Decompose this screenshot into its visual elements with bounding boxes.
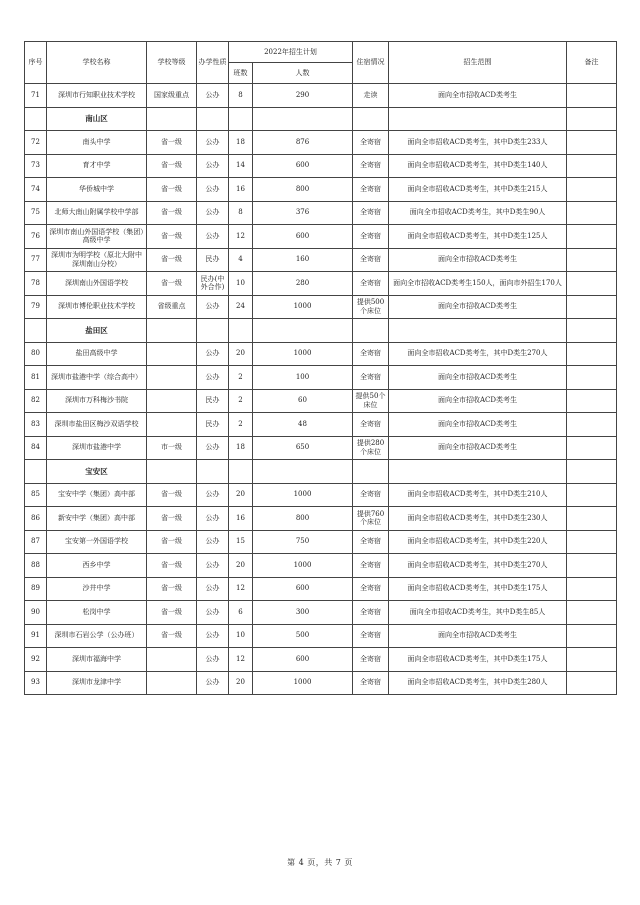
cell-level: 省一级 [147, 131, 197, 155]
header-school-name: 学校名称 [47, 42, 147, 84]
cell-type: 公办 [197, 624, 229, 648]
cell-classes: 18 [229, 436, 253, 460]
cell-level [147, 389, 197, 413]
table-row [25, 154, 617, 178]
cell-type: 公办 [197, 84, 229, 108]
header-people: 人数 [253, 63, 353, 84]
header-school-type: 办学性质 [197, 42, 229, 84]
cell-remark [567, 366, 617, 390]
header-remark: 备注 [567, 42, 617, 84]
cell-level: 省一级 [147, 248, 197, 272]
cell-scope [389, 319, 567, 343]
cell-seq: 92 [25, 648, 47, 672]
cell-scope: 面向全市招收ACD类考生，其中D类生233人 [389, 131, 567, 155]
cell-seq: 85 [25, 483, 47, 507]
cell-housing: 全寄宿 [353, 342, 389, 366]
cell-level [147, 460, 197, 484]
cell-people: 290 [253, 84, 353, 108]
cell-type [197, 107, 229, 131]
cell-name: 深圳市万科梅沙书院 [47, 389, 147, 413]
cell-remark [567, 342, 617, 366]
enrollment-plan-document [24, 41, 616, 695]
cell-seq: 75 [25, 201, 47, 225]
cell-housing [353, 107, 389, 131]
cell-scope: 面向全市招收ACD类考生，其中D类生85人 [389, 601, 567, 625]
table-row [25, 530, 617, 554]
cell-type: 公办 [197, 671, 229, 695]
table-row [25, 272, 617, 296]
cell-scope: 面向全市招收ACD类考生，其中D类生220人 [389, 530, 567, 554]
cell-housing: 全寄宿 [353, 201, 389, 225]
cell-type: 公办 [197, 507, 229, 531]
cell-type: 公办 [197, 436, 229, 460]
cell-housing [353, 460, 389, 484]
table-row [25, 413, 617, 437]
cell-seq: 74 [25, 178, 47, 202]
cell-level: 省级重点 [147, 295, 197, 319]
cell-housing: 全寄宿 [353, 248, 389, 272]
cell-level [147, 671, 197, 695]
cell-people: 500 [253, 624, 353, 648]
cell-classes: 16 [229, 178, 253, 202]
cell-level [147, 107, 197, 131]
table-row [25, 178, 617, 202]
cell-name: 深圳市行知职业技术学校 [47, 84, 147, 108]
cell-remark [567, 225, 617, 249]
cell-scope: 面向全市招收ACD类考生，其中D类生210人 [389, 483, 567, 507]
cell-housing: 提供500个床位 [353, 295, 389, 319]
cell-classes: 2 [229, 413, 253, 437]
header-seq: 序号 [25, 42, 47, 84]
cell-remark [567, 295, 617, 319]
cell-seq [25, 319, 47, 343]
cell-seq: 84 [25, 436, 47, 460]
cell-name: 华侨城中学 [47, 178, 147, 202]
cell-classes: 10 [229, 272, 253, 296]
district-row [25, 107, 617, 131]
cell-remark [567, 648, 617, 672]
cell-seq: 87 [25, 530, 47, 554]
cell-classes: 18 [229, 131, 253, 155]
cell-remark [567, 319, 617, 343]
cell-scope: 面向全市招收ACD类考生，其中D类生90人 [389, 201, 567, 225]
cell-people [253, 460, 353, 484]
cell-housing: 全寄宿 [353, 413, 389, 437]
cell-remark [567, 436, 617, 460]
table-row [25, 436, 617, 460]
cell-people: 750 [253, 530, 353, 554]
cell-people: 1000 [253, 295, 353, 319]
cell-scope: 面向全市招收ACD类考生 [389, 624, 567, 648]
cell-remark [567, 554, 617, 578]
table-row [25, 225, 617, 249]
cell-remark [567, 483, 617, 507]
cell-people: 1000 [253, 554, 353, 578]
cell-name: 深圳市为明学校（原北大附中深圳南山分校） [47, 248, 147, 272]
cell-seq: 76 [25, 225, 47, 249]
cell-seq: 82 [25, 389, 47, 413]
cell-remark [567, 178, 617, 202]
cell-level: 省一级 [147, 154, 197, 178]
cell-type: 公办 [197, 554, 229, 578]
cell-scope: 面向全市招收ACD类考生 [389, 248, 567, 272]
cell-housing: 提供50个床位 [353, 389, 389, 413]
cell-type: 公办 [197, 154, 229, 178]
cell-people: 1000 [253, 342, 353, 366]
cell-name: 松岗中学 [47, 601, 147, 625]
cell-housing: 全寄宿 [353, 131, 389, 155]
cell-scope: 面向全市招收ACD类考生 [389, 436, 567, 460]
table-row [25, 648, 617, 672]
cell-type: 公办 [197, 178, 229, 202]
cell-people: 60 [253, 389, 353, 413]
cell-seq: 77 [25, 248, 47, 272]
cell-level [147, 366, 197, 390]
cell-seq: 78 [25, 272, 47, 296]
cell-name: 盐田高级中学 [47, 342, 147, 366]
table-row [25, 601, 617, 625]
cell-remark [567, 624, 617, 648]
cell-remark [567, 84, 617, 108]
district-name: 宝安区 [47, 460, 147, 484]
cell-seq: 86 [25, 507, 47, 531]
cell-seq: 71 [25, 84, 47, 108]
cell-classes: 24 [229, 295, 253, 319]
cell-classes: 20 [229, 483, 253, 507]
cell-remark [567, 413, 617, 437]
cell-seq [25, 460, 47, 484]
cell-type: 民办 [197, 389, 229, 413]
cell-name: 深圳市龙津中学 [47, 671, 147, 695]
cell-scope: 面向全市招收ACD类考生 [389, 413, 567, 437]
cell-seq: 90 [25, 601, 47, 625]
cell-seq: 73 [25, 154, 47, 178]
cell-remark [567, 460, 617, 484]
cell-classes: 10 [229, 624, 253, 648]
cell-seq: 91 [25, 624, 47, 648]
cell-scope: 面向全市招收ACD类考生 [389, 366, 567, 390]
cell-type: 公办 [197, 225, 229, 249]
cell-name: 深圳市南山外国语学校（集团）高级中学 [47, 225, 147, 249]
cell-housing: 全寄宿 [353, 554, 389, 578]
cell-type: 民办(中外合作) [197, 272, 229, 296]
cell-scope: 面向全市招收ACD类考生，其中D类生270人 [389, 554, 567, 578]
cell-seq: 83 [25, 413, 47, 437]
cell-remark [567, 601, 617, 625]
table-row [25, 131, 617, 155]
cell-people: 48 [253, 413, 353, 437]
cell-classes: 12 [229, 225, 253, 249]
cell-level: 市一级 [147, 436, 197, 460]
cell-classes [229, 107, 253, 131]
cell-name: 深圳市盐港中学 [47, 436, 147, 460]
cell-housing: 全寄宿 [353, 671, 389, 695]
cell-housing: 全寄宿 [353, 225, 389, 249]
cell-classes: 8 [229, 84, 253, 108]
cell-classes: 15 [229, 530, 253, 554]
cell-remark [567, 131, 617, 155]
cell-level: 省一级 [147, 530, 197, 554]
cell-name: 深圳南山外国语学校 [47, 272, 147, 296]
cell-level [147, 342, 197, 366]
cell-type [197, 319, 229, 343]
cell-name: 深圳市石岩公学（公办班） [47, 624, 147, 648]
header-scope: 招生范围 [389, 42, 567, 84]
table-row [25, 624, 617, 648]
cell-level: 省一级 [147, 577, 197, 601]
cell-housing: 全寄宿 [353, 483, 389, 507]
cell-name: 深圳市盐港中学（综合高中） [47, 366, 147, 390]
cell-level [147, 648, 197, 672]
cell-seq [25, 107, 47, 131]
cell-people: 800 [253, 507, 353, 531]
cell-type: 公办 [197, 201, 229, 225]
table-row [25, 295, 617, 319]
district-name: 盐田区 [47, 319, 147, 343]
cell-classes: 2 [229, 366, 253, 390]
cell-scope: 面向全市招收ACD类考生150人，面向市外招生170人 [389, 272, 567, 296]
cell-scope: 面向全市招收ACD类考生 [389, 389, 567, 413]
header-enrollment-plan: 2022年招生计划 [229, 42, 353, 63]
cell-people: 600 [253, 225, 353, 249]
cell-name: 南头中学 [47, 131, 147, 155]
cell-level: 国家级重点 [147, 84, 197, 108]
cell-type: 民办 [197, 248, 229, 272]
cell-classes: 14 [229, 154, 253, 178]
cell-scope: 面向全市招收ACD类考生，其中D类生175人 [389, 577, 567, 601]
cell-people: 876 [253, 131, 353, 155]
cell-remark [567, 154, 617, 178]
cell-classes: 20 [229, 554, 253, 578]
cell-name: 宝安第一外国语学校 [47, 530, 147, 554]
cell-scope: 面向全市招收ACD类考生，其中D类生270人 [389, 342, 567, 366]
cell-name: 深圳市博伦职业技术学校 [47, 295, 147, 319]
page-footer: 第 4 页，共 7 页 [287, 858, 353, 867]
cell-type: 公办 [197, 601, 229, 625]
table-header [25, 42, 617, 84]
cell-classes: 8 [229, 201, 253, 225]
cell-people: 376 [253, 201, 353, 225]
table-row [25, 389, 617, 413]
cell-type: 公办 [197, 366, 229, 390]
cell-housing: 全寄宿 [353, 178, 389, 202]
table-row [25, 577, 617, 601]
header-classes: 班数 [229, 63, 253, 84]
cell-housing: 提供280个床位 [353, 436, 389, 460]
district-name: 南山区 [47, 107, 147, 131]
cell-classes: 20 [229, 342, 253, 366]
cell-seq: 93 [25, 671, 47, 695]
cell-name: 宝安中学（集团）高中部 [47, 483, 147, 507]
cell-people [253, 319, 353, 343]
cell-people: 600 [253, 154, 353, 178]
cell-seq: 81 [25, 366, 47, 390]
cell-housing: 全寄宿 [353, 530, 389, 554]
cell-people: 600 [253, 577, 353, 601]
table-body [25, 84, 617, 695]
cell-type: 公办 [197, 530, 229, 554]
cell-classes: 2 [229, 389, 253, 413]
cell-name: 北师大南山附属学校中学部 [47, 201, 147, 225]
cell-level: 省一级 [147, 483, 197, 507]
cell-people: 300 [253, 601, 353, 625]
cell-housing: 全寄宿 [353, 272, 389, 296]
table-row [25, 671, 617, 695]
cell-scope: 面向全市招收ACD类考生，其中D类生215人 [389, 178, 567, 202]
cell-classes: 20 [229, 671, 253, 695]
table-row [25, 201, 617, 225]
district-row [25, 319, 617, 343]
cell-name: 新安中学（集团）高中部 [47, 507, 147, 531]
table-row [25, 248, 617, 272]
enrollment-table [24, 41, 617, 695]
cell-seq: 72 [25, 131, 47, 155]
cell-housing: 全寄宿 [353, 601, 389, 625]
cell-people: 600 [253, 648, 353, 672]
cell-name: 深圳市盐田区梅沙双语学校 [47, 413, 147, 437]
table-row [25, 483, 617, 507]
cell-level: 省一级 [147, 225, 197, 249]
cell-level: 省一级 [147, 201, 197, 225]
cell-type: 公办 [197, 483, 229, 507]
cell-level: 省一级 [147, 554, 197, 578]
cell-housing: 全寄宿 [353, 648, 389, 672]
cell-classes: 16 [229, 507, 253, 531]
cell-remark [567, 671, 617, 695]
cell-remark [567, 530, 617, 554]
cell-classes: 12 [229, 648, 253, 672]
table-row [25, 84, 617, 108]
cell-housing: 走读 [353, 84, 389, 108]
cell-scope: 面向全市招收ACD类考生，其中D类生140人 [389, 154, 567, 178]
cell-level: 省一级 [147, 507, 197, 531]
cell-housing: 全寄宿 [353, 577, 389, 601]
cell-remark [567, 507, 617, 531]
table-row [25, 554, 617, 578]
cell-level: 省一级 [147, 624, 197, 648]
cell-seq: 80 [25, 342, 47, 366]
cell-level: 省一级 [147, 178, 197, 202]
cell-scope: 面向全市招收ACD类考生，其中D类生175人 [389, 648, 567, 672]
cell-scope: 面向全市招收ACD类考生，其中D类生280人 [389, 671, 567, 695]
cell-classes [229, 460, 253, 484]
district-row [25, 460, 617, 484]
cell-name: 西乡中学 [47, 554, 147, 578]
table-row [25, 366, 617, 390]
table-row [25, 507, 617, 531]
cell-seq: 79 [25, 295, 47, 319]
cell-type: 公办 [197, 648, 229, 672]
cell-classes: 4 [229, 248, 253, 272]
cell-type [197, 460, 229, 484]
cell-type: 公办 [197, 295, 229, 319]
cell-people: 100 [253, 366, 353, 390]
cell-level [147, 319, 197, 343]
cell-type: 公办 [197, 577, 229, 601]
cell-classes: 12 [229, 577, 253, 601]
cell-housing: 提供760个床位 [353, 507, 389, 531]
cell-scope: 面向全市招收ACD类考生，其中D类生230人 [389, 507, 567, 531]
cell-level: 省一级 [147, 601, 197, 625]
header-housing: 住宿情况 [353, 42, 389, 84]
cell-housing [353, 319, 389, 343]
cell-people: 160 [253, 248, 353, 272]
cell-classes: 6 [229, 601, 253, 625]
cell-remark [567, 107, 617, 131]
cell-classes [229, 319, 253, 343]
cell-housing: 全寄宿 [353, 154, 389, 178]
cell-people [253, 107, 353, 131]
cell-people: 650 [253, 436, 353, 460]
cell-name: 深圳市福海中学 [47, 648, 147, 672]
cell-scope: 面向全市招收ACD类考生，其中D类生125人 [389, 225, 567, 249]
cell-people: 1000 [253, 483, 353, 507]
cell-remark [567, 272, 617, 296]
cell-name: 沙井中学 [47, 577, 147, 601]
cell-housing: 全寄宿 [353, 624, 389, 648]
cell-level [147, 413, 197, 437]
cell-type: 公办 [197, 131, 229, 155]
cell-name: 育才中学 [47, 154, 147, 178]
cell-remark [567, 201, 617, 225]
cell-remark [567, 389, 617, 413]
cell-remark [567, 577, 617, 601]
cell-type: 民办 [197, 413, 229, 437]
table-row [25, 342, 617, 366]
cell-level: 省一级 [147, 272, 197, 296]
header-school-level: 学校等级 [147, 42, 197, 84]
cell-scope: 面向全市招收ACD类考生 [389, 84, 567, 108]
cell-scope: 面向全市招收ACD类考生 [389, 295, 567, 319]
cell-seq: 88 [25, 554, 47, 578]
cell-seq: 89 [25, 577, 47, 601]
cell-scope [389, 460, 567, 484]
cell-remark [567, 248, 617, 272]
cell-people: 1000 [253, 671, 353, 695]
cell-scope [389, 107, 567, 131]
cell-type: 公办 [197, 342, 229, 366]
cell-housing: 全寄宿 [353, 366, 389, 390]
cell-people: 800 [253, 178, 353, 202]
cell-people: 280 [253, 272, 353, 296]
